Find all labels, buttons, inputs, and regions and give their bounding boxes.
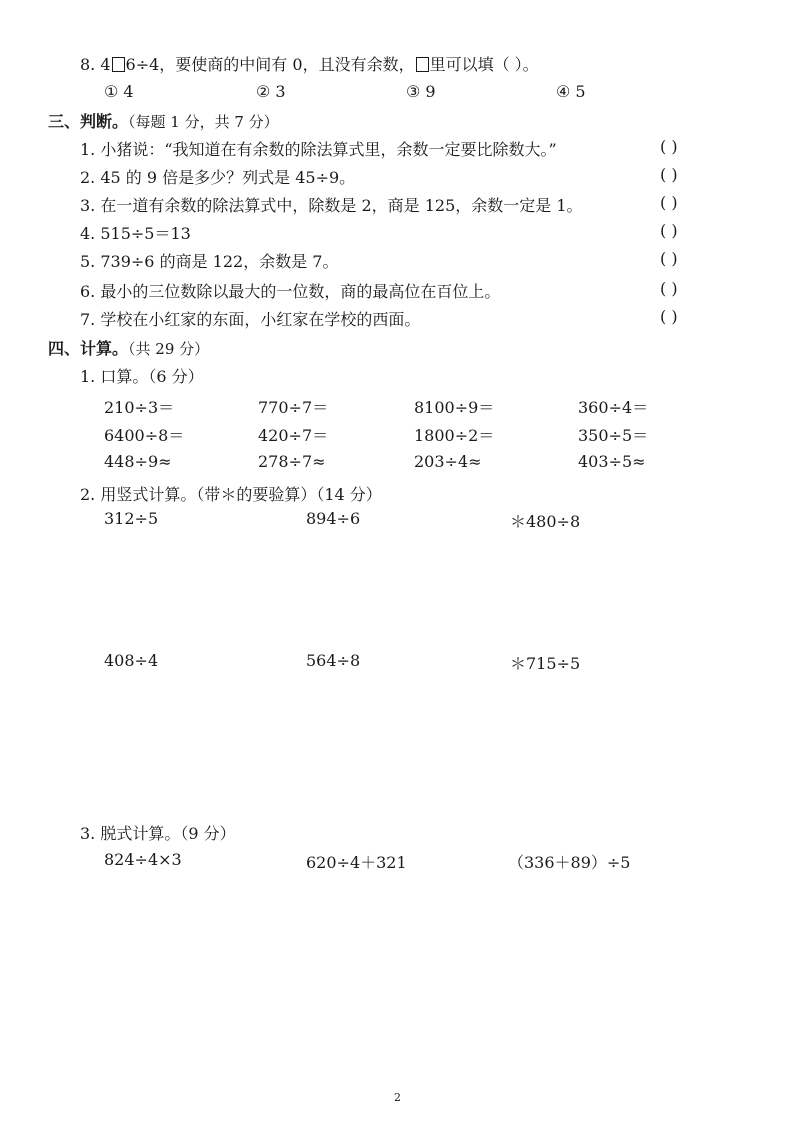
step-item: 620÷4＋321 — [306, 853, 407, 872]
answer-paren-7[interactable]: ( ) — [660, 307, 678, 326]
step-item: 824÷4×3 — [104, 850, 182, 869]
oral-item: 8100÷9＝ — [414, 398, 495, 417]
judge-item-6: 6. 最小的三位数除以最大的一位数，商的最高位在百位上。 — [80, 282, 501, 301]
oral-item: 360÷4＝ — [578, 398, 649, 417]
page-number: 2 — [394, 1091, 401, 1104]
section3-heading — [48, 109, 279, 132]
oral-calc-title: 1. 口算。（6 分） — [80, 367, 204, 386]
oral-item: 6400÷8＝ — [104, 426, 185, 445]
q8-option-1: ① 4 — [104, 82, 134, 101]
answer-paren-5[interactable]: ( ) — [660, 249, 678, 268]
oral-item: 403÷5≈ — [578, 452, 646, 471]
q8-prefix: 8. 4 — [80, 55, 111, 74]
oral-item: 210÷3＝ — [104, 398, 175, 417]
judge-item-5: 5. 739÷6 的商是 122，余数是 7。 — [80, 252, 339, 271]
section3-note: （每题 1 分，共 7 分） — [128, 113, 279, 131]
q8-option-4: ④ 5 — [556, 82, 586, 101]
oral-item: 448÷9≈ — [104, 452, 172, 471]
q8-option-3: ③ 9 — [406, 82, 436, 101]
vertical-item: 312÷5 — [104, 509, 159, 528]
judge-item-4: 4. 515÷5＝13 — [80, 224, 191, 243]
section3-title: 三、判断。 — [48, 112, 129, 131]
q8-option-2: ② 3 — [256, 82, 286, 101]
answer-paren-4[interactable]: ( ) — [660, 221, 678, 240]
vertical-calc-title: 2. 用竖式计算。（带＊的要验算）（14 分） — [80, 485, 382, 504]
step-item: （336＋89）÷5 — [508, 853, 631, 872]
vertical-item: 894÷6 — [306, 509, 361, 528]
oral-item: 350÷5＝ — [578, 426, 649, 445]
q8-tail: 里可以填（ ）。 — [429, 55, 539, 74]
judge-item-2: 2. 45 的 9 倍是多少？列式是 45÷9。 — [80, 168, 356, 187]
section4-title: 四、计算。 — [48, 339, 129, 358]
section4-heading — [48, 336, 209, 359]
oral-item: 1800÷2＝ — [414, 426, 495, 445]
vertical-item: ＊480÷8 — [510, 512, 581, 531]
judge-item-3: 3. 在一道有余数的除法算式中，除数是 2，商是 125，余数一定是 1。 — [80, 196, 583, 215]
answer-paren-2[interactable]: ( ) — [660, 165, 678, 184]
q8-stem — [80, 52, 539, 75]
vertical-item: 408÷4 — [104, 651, 159, 670]
blank-box-icon — [112, 57, 125, 72]
q8-suffix: 6÷4，要使商的中间有 0，且没有余数， — [125, 55, 415, 74]
vertical-item: 564÷8 — [306, 651, 361, 670]
oral-item: 278÷7≈ — [258, 452, 326, 471]
oral-item: 770÷7＝ — [258, 398, 329, 417]
answer-paren-3[interactable]: ( ) — [660, 193, 678, 212]
section4-note: （共 29 分） — [128, 340, 210, 358]
answer-paren-1[interactable]: ( ) — [660, 137, 678, 156]
judge-item-7: 7. 学校在小红家的东面，小红家在学校的西面。 — [80, 310, 421, 329]
step-calc-title: 3. 脱式计算。（9 分） — [80, 824, 236, 843]
oral-item: 203÷4≈ — [414, 452, 482, 471]
judge-item-1: 1. 小猪说：“我知道在有余数的除法算式里，余数一定要比除数大。” — [80, 140, 557, 159]
blank-box-icon — [416, 57, 429, 72]
vertical-item: ＊715÷5 — [510, 654, 581, 673]
answer-paren-6[interactable]: ( ) — [660, 279, 678, 298]
oral-item: 420÷7＝ — [258, 426, 329, 445]
